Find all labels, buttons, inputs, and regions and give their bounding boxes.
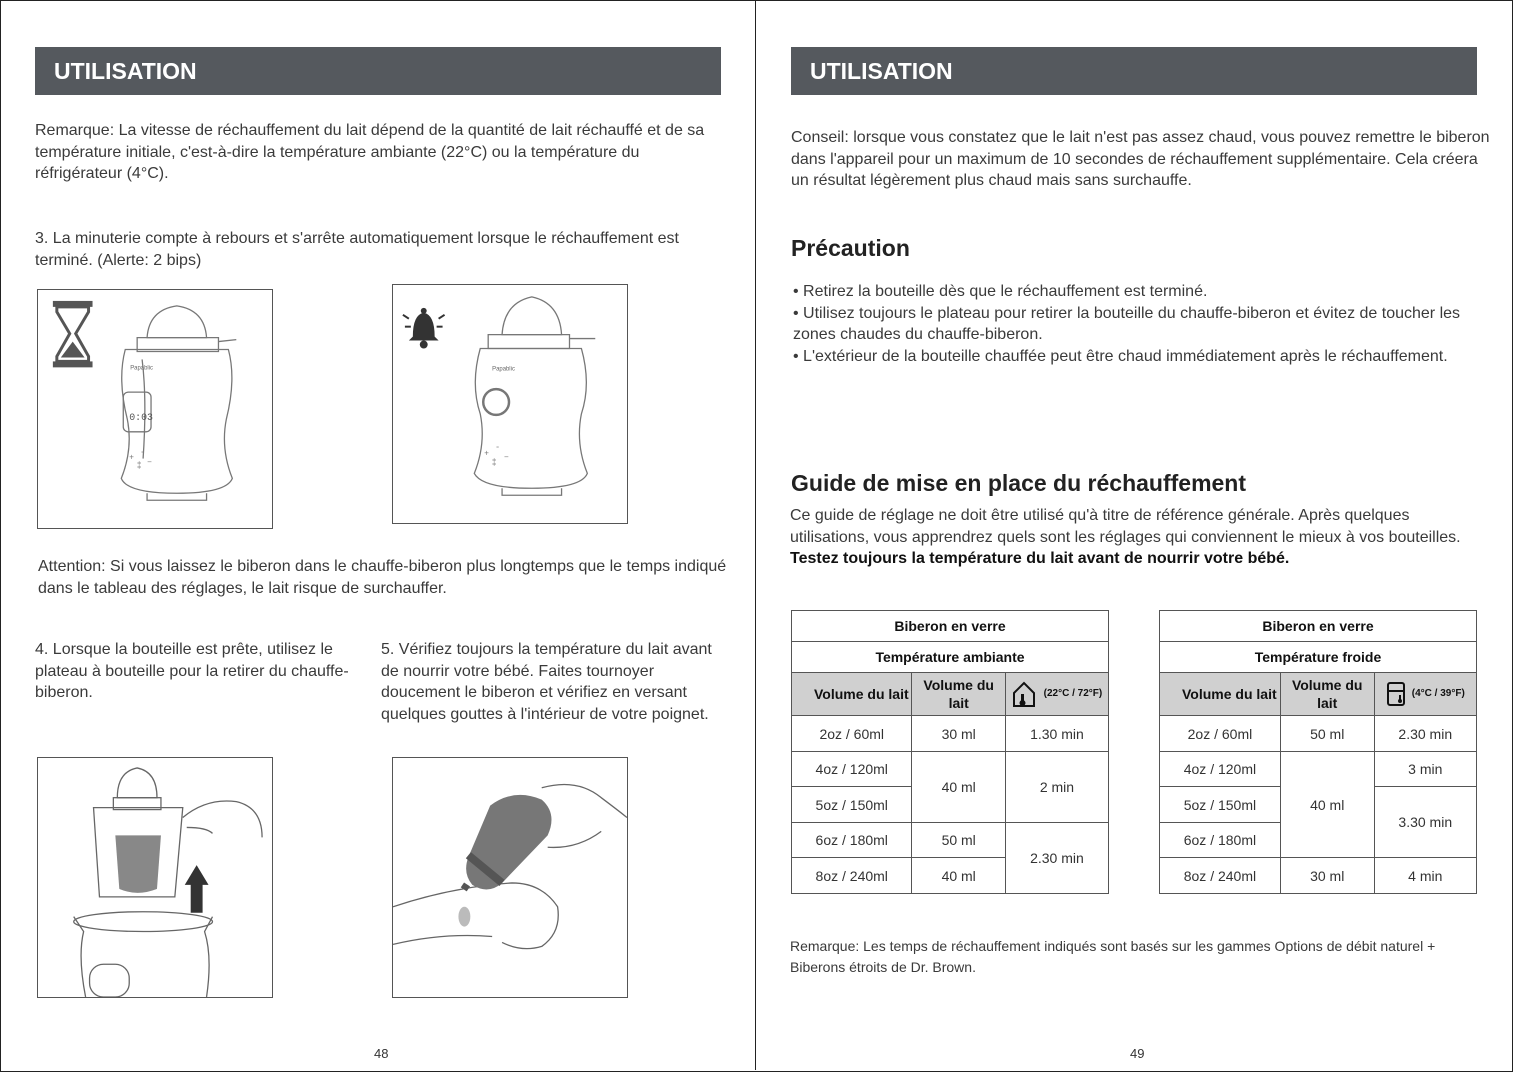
timer-illustration	[37, 289, 273, 529]
table-cell: 40 ml	[1280, 752, 1374, 858]
svg-text:⁑: ⁑	[492, 458, 497, 468]
table-cell: 1.30 min	[1005, 716, 1108, 752]
section-banner-right: UTILISATION	[791, 47, 1477, 95]
fridge-icon	[1386, 681, 1406, 707]
step-5-text: 5. Vérifiez toujours la température du lait avant de nourrir votre bébé. Faites tournoyer doucement le biberon et vérifiez en versant quelques gouttes à l'intérieur de votre poignet.	[381, 641, 712, 723]
cold-temperature-table	[1159, 610, 1477, 894]
svg-text:−: −	[504, 452, 509, 462]
step-4-text: 4. Lorsque la bouteille est prête, utilisez le plateau à bouteille pour la retirer du chauffe-biberon.	[35, 641, 349, 701]
ambient-temperature-table	[791, 610, 1109, 894]
table-cell: 2oz / 60ml	[792, 716, 912, 752]
table-cell: 4 min	[1374, 858, 1476, 894]
guide-title: Guide de mise en place du réchauffement	[791, 470, 1247, 496]
hourglass-icon	[38, 290, 272, 528]
table-cell: 2.30 min	[1005, 823, 1108, 894]
table-subtitle: Température froide	[1160, 642, 1477, 673]
table-cell: 2.30 min	[1374, 716, 1476, 752]
table-cell: 5oz / 150ml	[792, 787, 912, 823]
col-header-temperature	[1374, 673, 1476, 716]
precaution-item: • Retirez la bouteille dès que le réchauffement est terminé.	[793, 281, 1463, 303]
table-title: Biberon en verre	[792, 611, 1109, 642]
table-cell: 6oz / 180ml	[792, 823, 912, 858]
tip-text: Conseil: lorsque vous constatez que le lait n'est pas assez chaud, vous pouvez remettre le biberon dans l'appareil pour un maximum de 10 secondes de réchauffement supplémentaire. Cela créera un résultat légèrement plus chaud mais sans surchauffe.	[791, 129, 1490, 189]
table-cell: 3 min	[1374, 752, 1476, 787]
col-header-volume: Volume du lait	[792, 673, 912, 716]
room-temperature-icon	[1012, 680, 1038, 708]
table-cell: 30 ml	[1280, 858, 1374, 894]
table-title: Biberon en verre	[1160, 611, 1477, 642]
table-subtitle: Température ambiante	[792, 642, 1109, 673]
guide-intro-text: Ce guide de réglage ne doit être utilisé qu'à titre de référence générale. Après quelques utilisations, vous apprendrez quels sont les réglages qui conviennent le mieux à vos bouteilles.	[790, 507, 1461, 546]
table-cell: 6oz / 180ml	[1160, 823, 1281, 858]
table-cell: 4oz / 120ml	[792, 752, 912, 787]
svg-text:◦: ◦	[496, 442, 499, 452]
page-number-left: 48	[374, 1046, 389, 1061]
remark-text: Remarque: La vitesse de réchauffement du lait dépend de la quantité de lait réchauffé et de sa température initiale, c'est-à-dire la température ambiante (22°C) ou la température du réfrigérateur (4°C).	[35, 122, 705, 182]
table-cell: 30 ml	[912, 716, 1005, 752]
table-remark: Remarque: Les temps de réchauffement indiqués sont basés sur les gammes Options de débit naturel + Biberons étroits de Dr. Brown.	[790, 938, 1436, 975]
guide-intro-bold: Testez toujours la température du lait avant de nourrir votre bébé.	[790, 550, 1290, 567]
wrist-test-illustration	[392, 757, 628, 998]
svg-text:+: +	[484, 448, 489, 458]
step-3-text: 3. La minuterie compte à rebours et s'arrête automatiquement lorsque le réchauffement est terminé. (Alerte: 2 bips)	[35, 230, 679, 269]
brand-mark: Papablic	[130, 365, 153, 372]
page-divider	[755, 0, 756, 1070]
precaution-list	[793, 281, 1463, 367]
table-cell: 40 ml	[912, 858, 1005, 894]
lift-bottle-illustration	[37, 757, 273, 998]
col-header-temperature	[1005, 673, 1108, 716]
table-cell: 40 ml	[912, 752, 1005, 823]
col-header-volume-water: Volume du lait	[912, 673, 1005, 716]
col-header-volume-water: Volume du lait	[1280, 673, 1374, 716]
svg-text:−: −	[147, 457, 152, 467]
col-header-volume: Volume du lait	[1160, 673, 1281, 716]
svg-text:⁑: ⁑	[137, 461, 142, 471]
table-cell: 2oz / 60ml	[1160, 716, 1281, 752]
ambient-temp-label: (22°C / 72°F)	[1043, 688, 1103, 699]
guide-intro	[790, 505, 1490, 570]
svg-text:+: +	[129, 452, 134, 462]
up-arrow-icon	[185, 865, 209, 913]
table-cell: 50 ml	[912, 823, 1005, 858]
cold-temp-label: (4°C / 39°F)	[1411, 688, 1465, 699]
page-number-right: 49	[1130, 1046, 1145, 1061]
timer-display: 0:03	[129, 411, 154, 423]
table-cell: 50 ml	[1280, 716, 1374, 752]
table-cell: 5oz / 150ml	[1160, 787, 1281, 823]
precaution-title: Précaution	[791, 235, 910, 261]
precaution-item: • Utilisez toujours le plateau pour retirer la bouteille du chauffe-biberon et évitez de toucher les zones chaudes du chauffe-biberon.	[793, 303, 1463, 346]
brand-mark: Papablic	[492, 366, 515, 373]
bell-icon	[403, 308, 445, 349]
section-banner-left: UTILISATION	[35, 47, 721, 95]
table-cell: 2 min	[1005, 752, 1108, 823]
attention-text: Attention: Si vous laissez le biberon dans le chauffe-biberon plus longtemps que le temps indiqué dans le tableau des réglages, le lait risque de surchauffer.	[38, 558, 727, 597]
table-cell: 4oz / 120ml	[1160, 752, 1281, 787]
table-cell: 3.30 min	[1374, 787, 1476, 858]
precaution-item: • L'extérieur de la bouteille chauffée peut être chaud immédiatement après le réchauffement.	[793, 346, 1463, 368]
table-cell: 8oz / 240ml	[792, 858, 912, 894]
table-cell: 8oz / 240ml	[1160, 858, 1281, 894]
alarm-illustration	[392, 284, 628, 524]
svg-text:◦: ◦	[141, 447, 144, 457]
